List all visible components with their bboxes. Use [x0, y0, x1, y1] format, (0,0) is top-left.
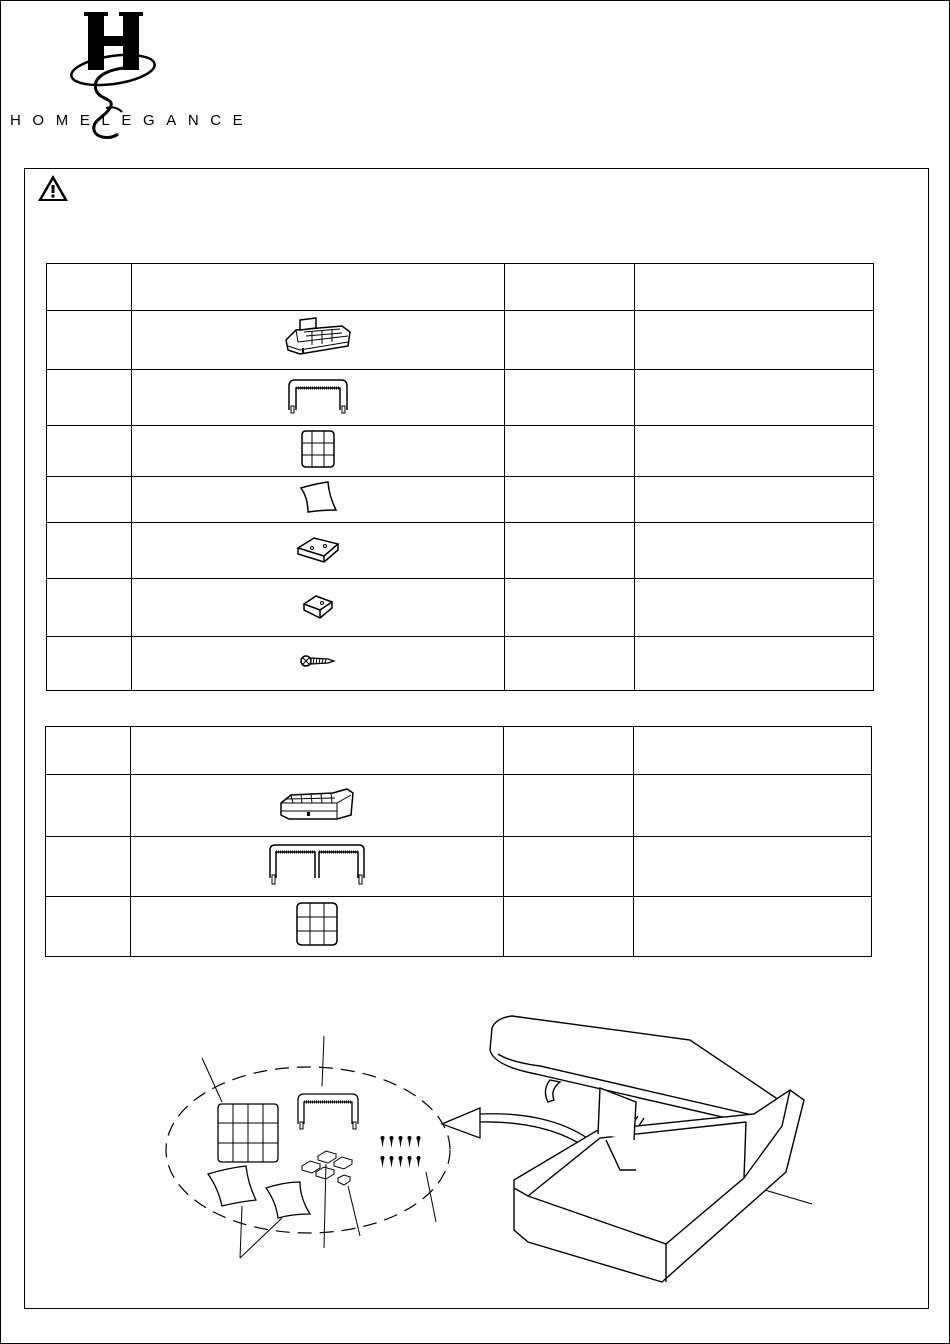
pillow-icon: [298, 480, 338, 514]
part-image-cell: [131, 897, 504, 957]
part-image-cell: [131, 775, 504, 837]
table-row: [47, 477, 874, 523]
header-cell: [505, 264, 635, 311]
parts-table-1: [46, 263, 874, 691]
logo-wordmark: HOMELEGANCE: [10, 112, 255, 129]
header-cell: [131, 727, 504, 775]
table-header-row: [47, 264, 874, 311]
header-cell: [634, 727, 872, 775]
sofa-base-with-arm-icon: [277, 781, 357, 825]
warning-triangle-icon: [37, 174, 69, 202]
screw-icon: [300, 653, 336, 669]
table-row: [47, 579, 874, 637]
connector-blocks-icon: [302, 1151, 352, 1185]
table-row: [47, 637, 874, 691]
header-cell: [47, 264, 132, 311]
part-image-cell: [132, 426, 505, 477]
header-cell: [635, 264, 874, 311]
double-back-frame-icon: [267, 842, 367, 886]
large-connector-block-icon: [296, 532, 340, 564]
back-frame-hardware-icon: [298, 1094, 358, 1129]
open-storage-ottoman-hardware-illustration: [150, 1010, 830, 1310]
homelegance-logo: [6, 8, 255, 144]
part-image-cell: [132, 477, 505, 523]
part-image-cell: [132, 370, 505, 426]
screws-icon: [381, 1136, 421, 1168]
part-image-cell: [131, 837, 504, 897]
table-row: [46, 775, 872, 837]
table-row: [47, 523, 874, 579]
header-cell: [504, 727, 634, 775]
tufted-back-cushion-icon: [298, 429, 338, 469]
header-cell: [132, 264, 505, 311]
sofa-storage-base-icon: [282, 316, 354, 360]
part-image-cell: [132, 579, 505, 637]
table-row: [47, 370, 874, 426]
sofa-back-frame-icon: [286, 376, 350, 414]
small-connector-block-icon: [302, 590, 334, 620]
part-image-cell: [132, 637, 505, 691]
part-image-cell: [132, 523, 505, 579]
parts-table-2: [45, 726, 872, 957]
part-image-cell: [132, 311, 505, 370]
tufted-back-cushion-icon: [293, 900, 341, 948]
cushion-hardware-icon: [218, 1104, 278, 1162]
table-row: [47, 426, 874, 477]
table-row: [46, 897, 872, 957]
storage-ottoman-icon: [490, 1016, 804, 1282]
table-header-row: [46, 727, 872, 775]
table-row: [47, 311, 874, 370]
header-cell: [46, 727, 131, 775]
table-row: [46, 837, 872, 897]
